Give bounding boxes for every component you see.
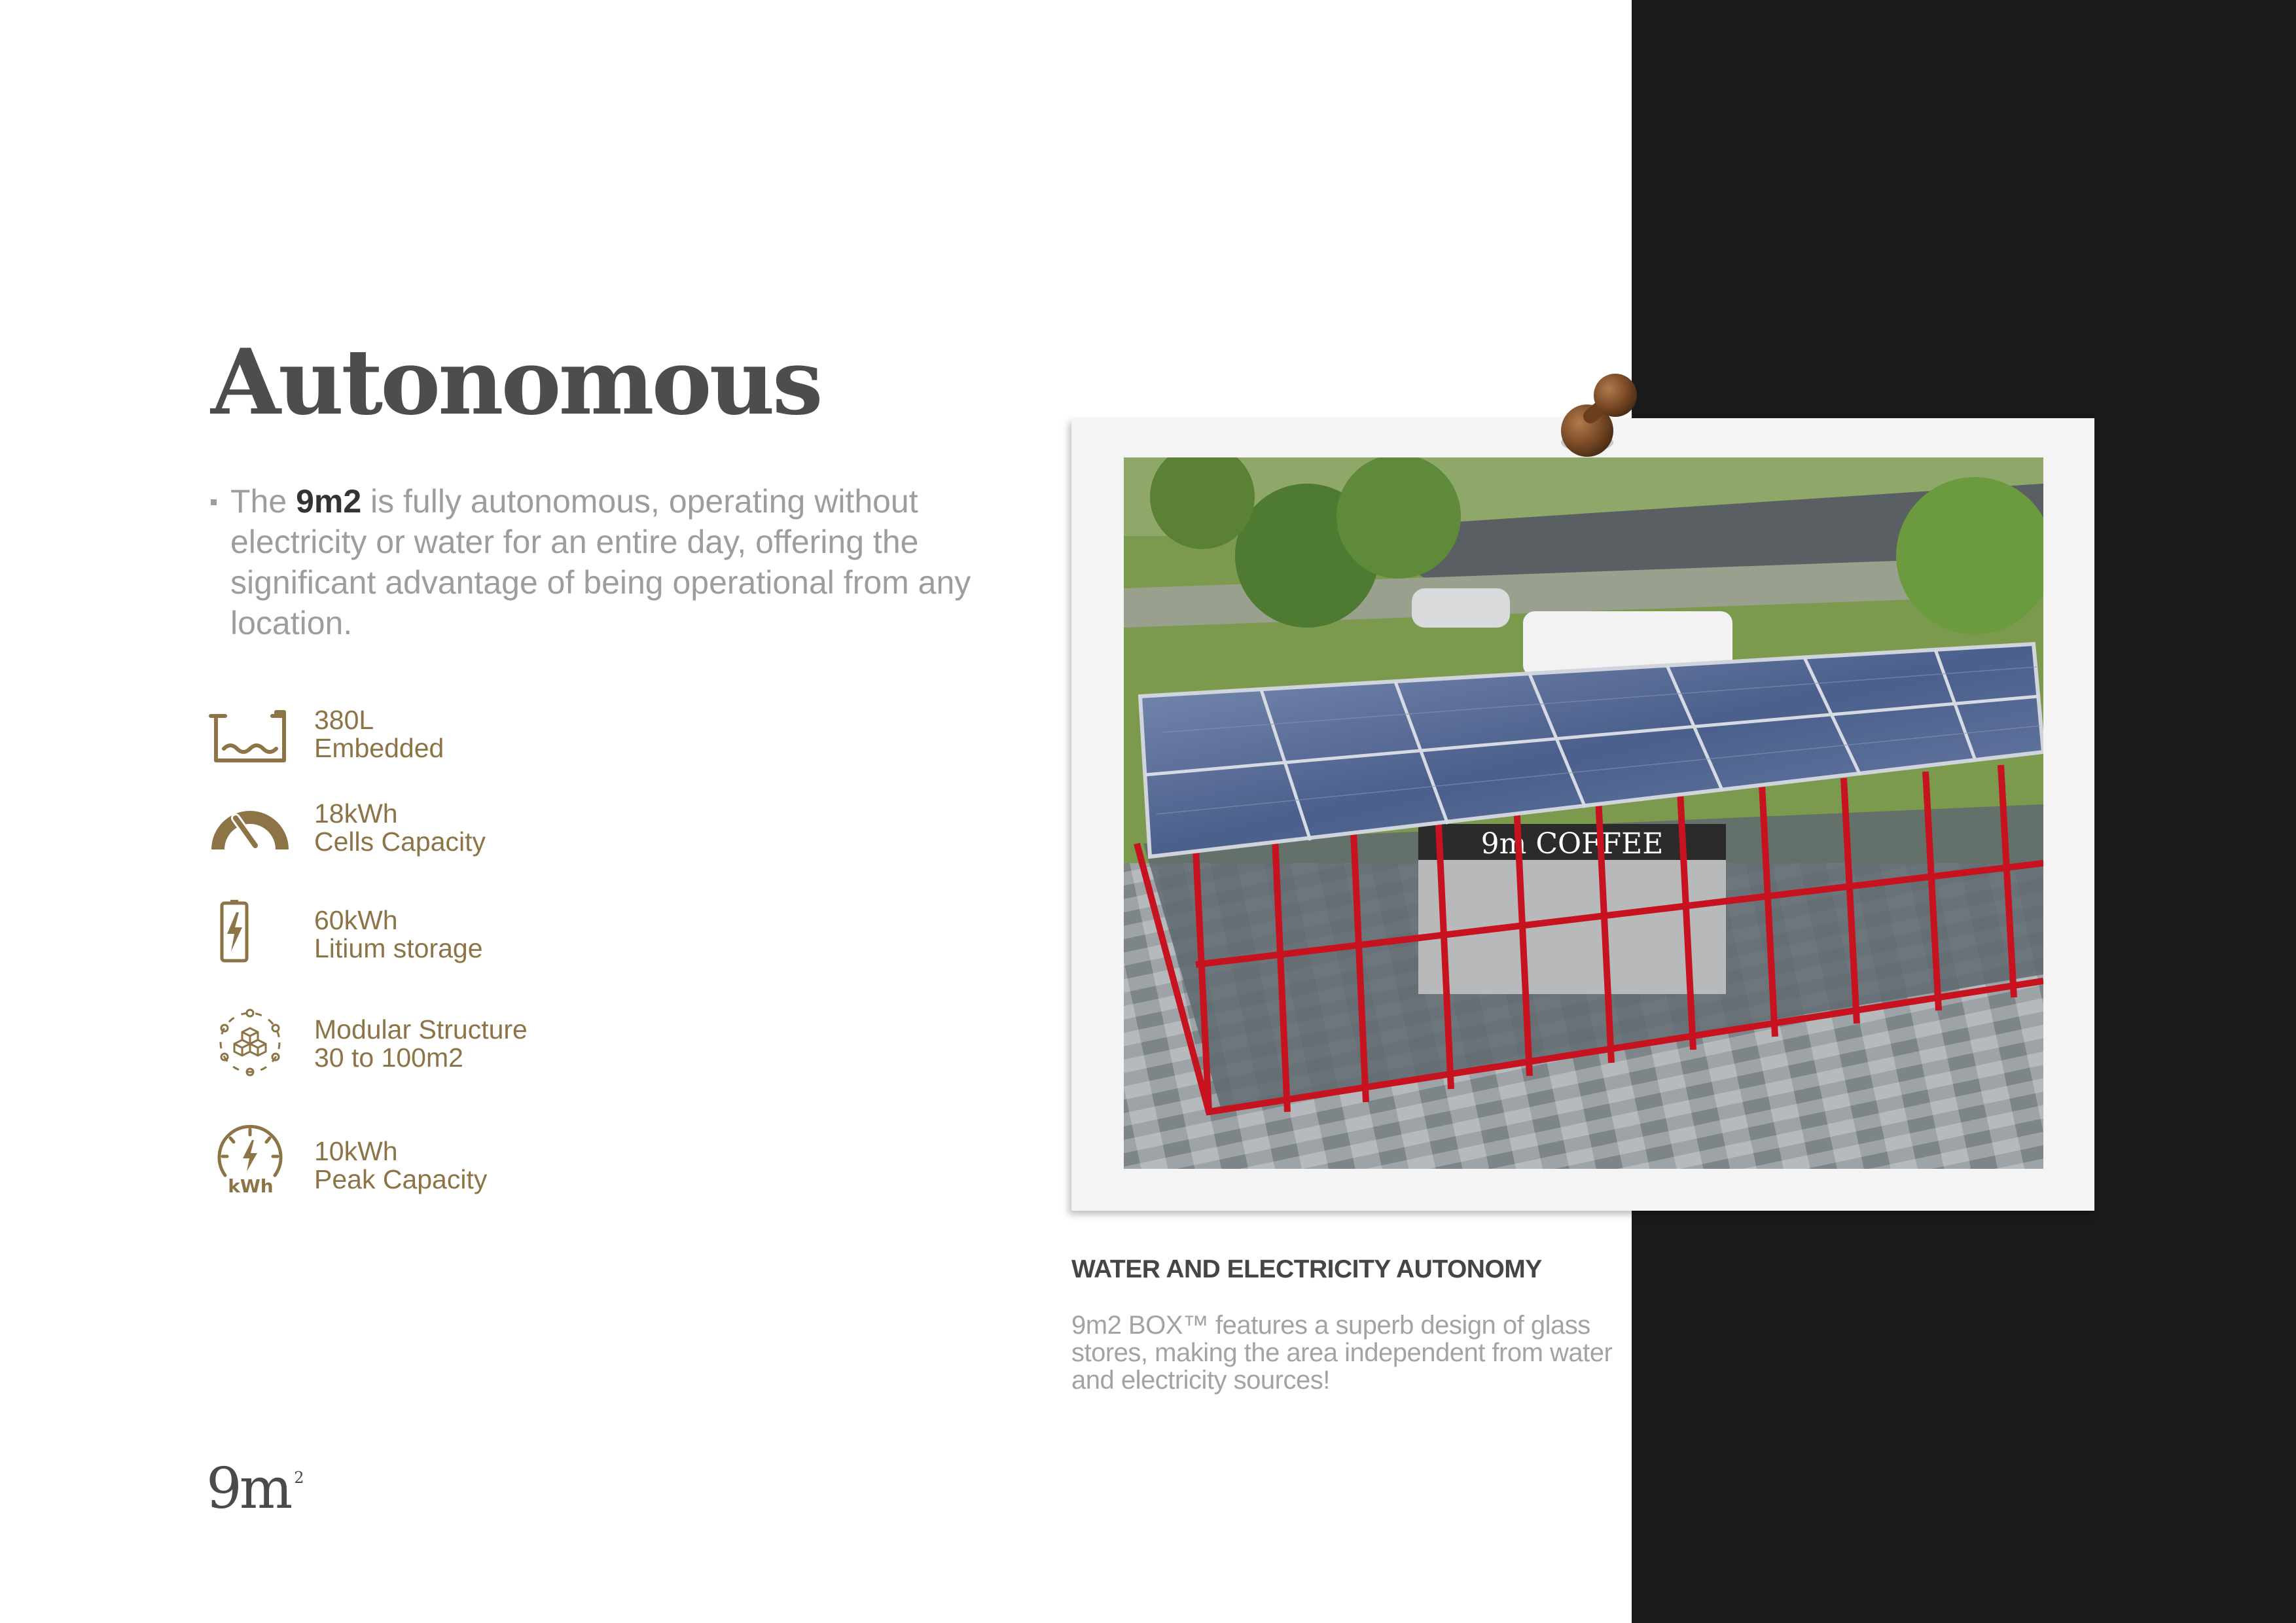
feature-value: 10kWh [314,1136,398,1166]
intro-prefix: The [230,483,296,520]
feature-cells [207,793,796,872]
caption-heading: WATER AND ELECTRICITY AUTONOMY [1071,1255,1542,1283]
feature-label: 30 to 100m2 [314,1043,463,1073]
intro-bullet [211,481,996,643]
photo-frame [1071,418,2094,1211]
feature-value: 60kWh [314,905,398,935]
kwh-meter-icon [207,1120,292,1199]
feature-storage [207,894,796,972]
brand-logo [206,1456,304,1522]
feature-value: 18kWh [314,798,398,829]
feature-label: Cells Capacity [314,827,486,857]
intro-text: is fully autonomous, operating without electricity or water for an entire day, offering the significant advantage of being operational from any location. [230,483,971,641]
intro-list [211,481,996,643]
page-title: Autonomous [211,329,821,435]
caption-body: 9m2 BOX™ features a superb design of glass stores, making the area independent from water and electricity sources! [1071,1311,1613,1395]
feature-peak [207,1120,796,1199]
feature-value: Modular Structure [314,1014,528,1044]
svg-text:kWh: kWh [228,1175,274,1197]
battery-bolt-icon [207,894,292,972]
gauge-icon [207,793,292,872]
feature-label: Litium storage [314,933,483,963]
logo-main: 9m [206,1456,291,1522]
intro-brand: 9m2 [296,483,362,520]
modular-cubes-icon [207,1005,292,1083]
feature-value: 380L [314,705,374,735]
coffee-sign: 9m COFFEE [1480,827,1664,861]
logo-superscript: 2 [294,1469,304,1487]
pushpin-icon [1551,370,1643,469]
water-tank-icon [207,700,292,779]
feature-label: Embedded [314,733,444,763]
solar-kiosk-photo [1124,457,2043,1169]
feature-label: Peak Capacity [314,1164,488,1194]
feature-modular [207,1005,796,1083]
feature-water [207,700,796,779]
